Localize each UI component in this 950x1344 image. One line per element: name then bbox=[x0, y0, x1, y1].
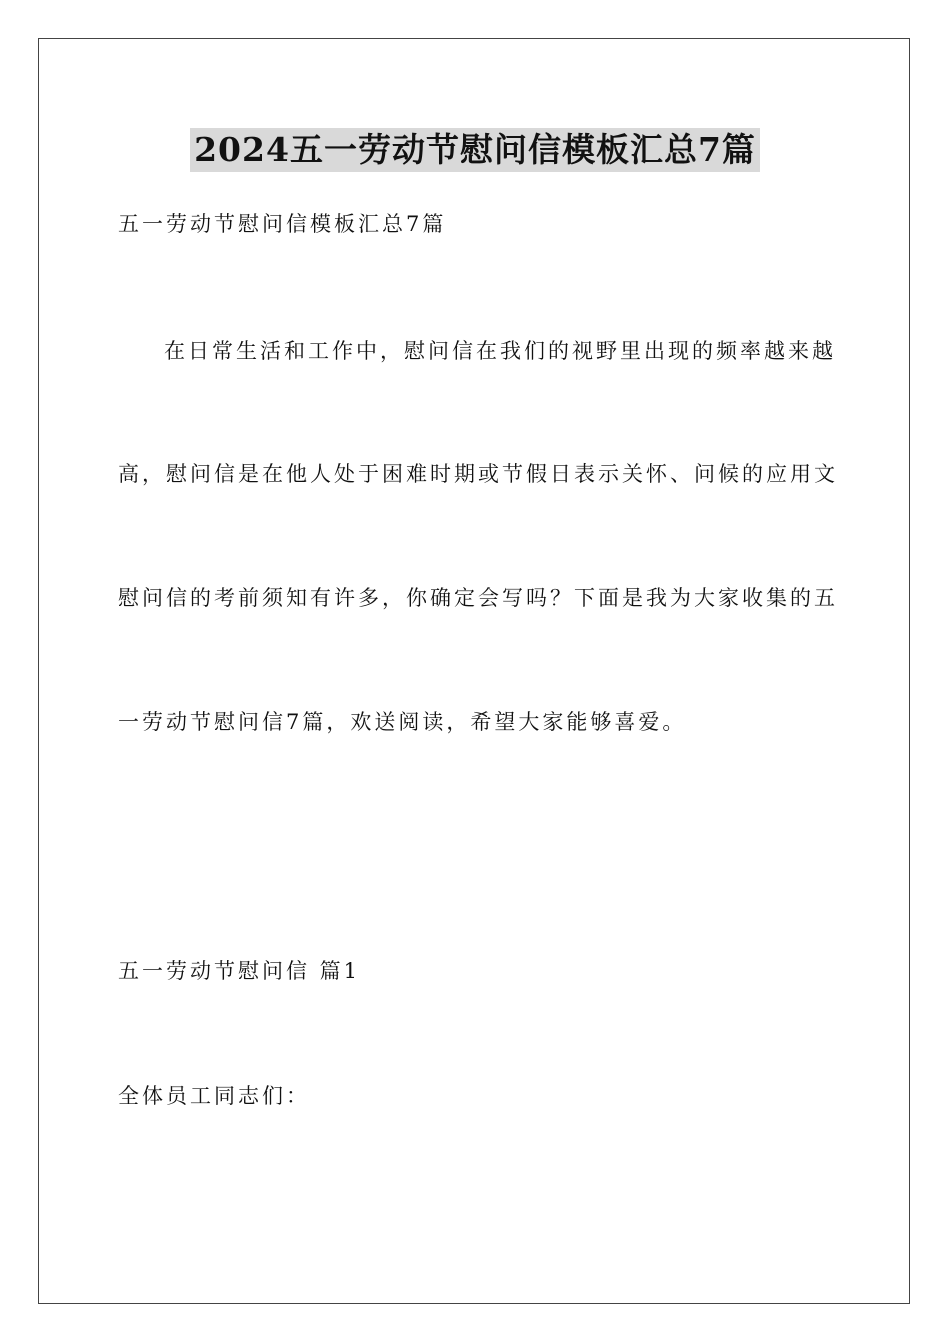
intro-line-4: 一劳动节慰问信7篇，欢送阅读，希望大家能够喜爱。 bbox=[118, 710, 687, 734]
section-heading: 五一劳动节慰问信 篇1 bbox=[118, 959, 361, 983]
intro-line-2: 高，慰问信是在他人处于困难时期或节假日表示关怀、问候的应用文 bbox=[118, 462, 838, 486]
intro-line-1: 在日常生活和工作中，慰问信在我们的视野里出现的频率越来越 bbox=[164, 339, 836, 363]
intro-line-3: 慰问信的考前须知有许多，你确定会写吗？下面是我为大家收集的五 bbox=[118, 586, 838, 610]
document-title bbox=[0, 128, 950, 178]
document-title-text: 2024五一劳动节慰问信模板汇总7篇 bbox=[190, 128, 760, 172]
document-subtitle: 五一劳动节慰问信模板汇总7篇 bbox=[118, 212, 447, 236]
salutation: 全体员工同志们： bbox=[118, 1084, 310, 1108]
